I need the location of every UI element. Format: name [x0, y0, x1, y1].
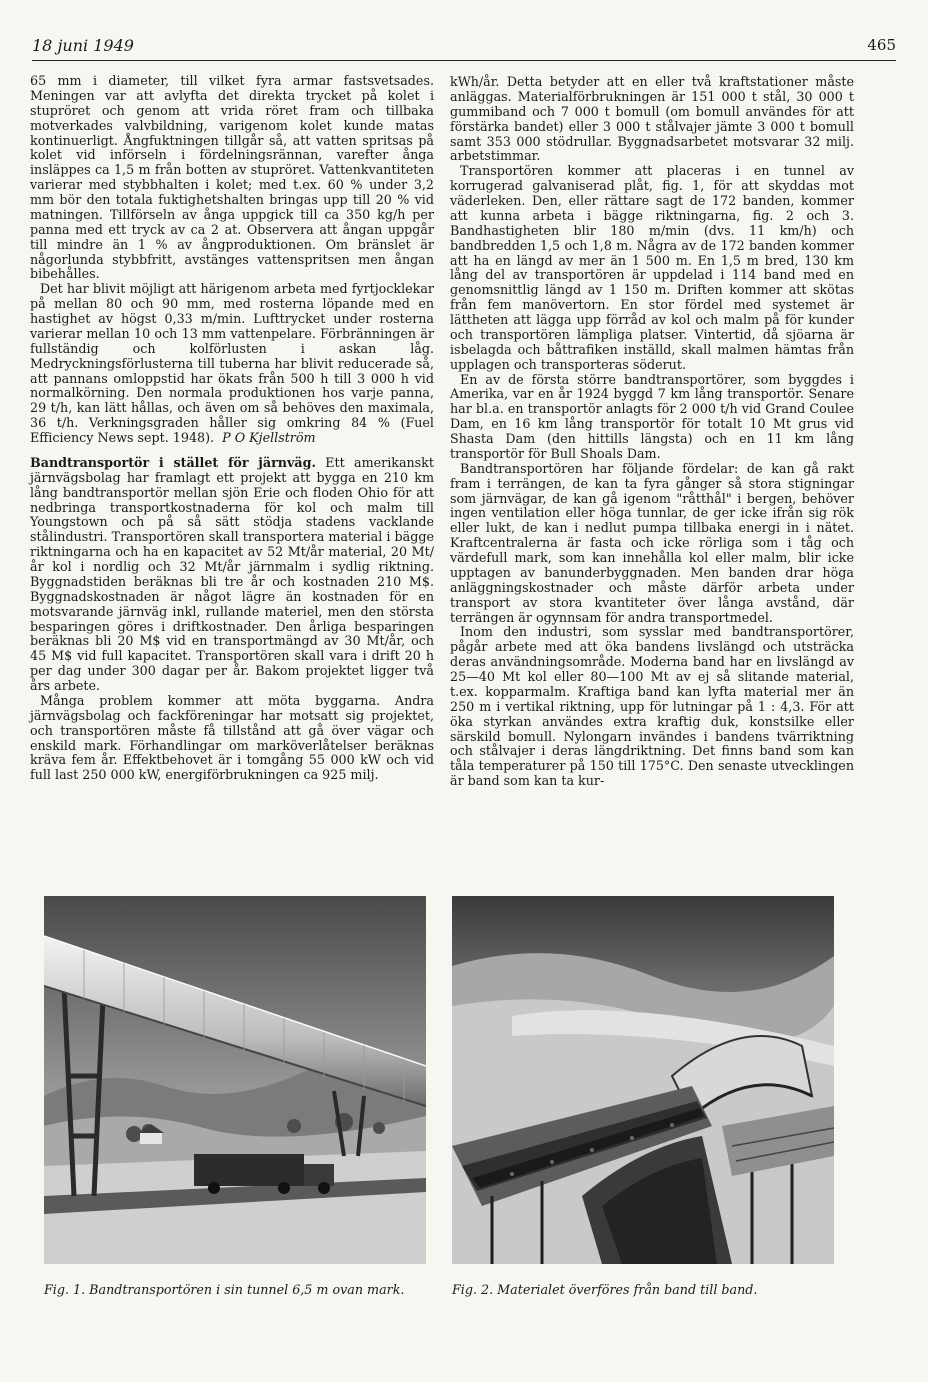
- right-column: [450, 75, 854, 789]
- paragraph-text: Ett amerikanskt järnvägsbolag har framlagt ett projekt att bygga en 210 km lång bandtransportör mellan sjön Erie och floden Ohio för att nedbringa transportkostnaderna för kol och malm till Youngstown och på så sätt stödja stadens vacklande stålindustri. Transportören skall transportera material i bägge riktningarna och ha en kapacitet av 52 Mt/år material, 20 Mt/år kol i nordlig och 32 Mt/år järnmalm i sydlig riktning. Byggnadstiden beräknas bli tre år och kostnaden 210 M$. Byggnadskostnaden är något lägre än kostnaden för en motsvarande järnväg inkl, rullande materiel, men den största besparingen göres i driftkostnader. Den årliga besparingen beräknas bli 20 M$ vid en transportmängd av 30 Mt/år, och 45 M$ vid full kapacitet. Transportören skall vara i drift 20 h per dag under 300 dagar per år. Bakom projektet ligger två års arbete.: [30, 454, 434, 693]
- header-date: 18 juni 1949: [32, 36, 134, 55]
- page-header: [32, 34, 896, 58]
- paragraph: 65 mm i diameter, till vilket fyra armar fastsvetsades. Meningen var att avlyfta det direkta trycket på kolet i stupröret och genom att vrida röret fram och tillbaka motverkades valvbildning, varigenom kolet kunde matas kontinuerligt. Ångfuktningen tillgår så, att vatten spritsas på kolet vid införseln i fördelningsrännan, varefter ånga insläppes ca 1,5 m från botten av stupröret. Vattenkvantiteten varierar med stybbhalten i kolet; med t.ex. 60 % under 3,2 mm bör den totala fuktighetshalten bringas upp till 20 % vid matningen. Tillförseln av ånga uppgick till ca 350 kg/h per panna med ett tryck av ca 2 at. Observera att ångan uppgår till mindre än 1 % av ångproduktionen. Om bränslet är någorlunda stybbfritt, avstänges vattenspritsen men ångan bibehålles.: [30, 73, 434, 282]
- paragraph: En av de första större bandtransportörer, som byggdes i Amerika, var en år 1924 byggd 7 km lång transportör. Senare har bl.a. en transportör anlagts för 2 000 t/h vid Grand Coulee Dam, en 16 km lång transportör för totalt 10 Mt grus vid Shasta Dam (den hittills längsta) och en 11 km lång transportör för Bull Shoals Dam.: [450, 371, 854, 461]
- paragraph-text: Det har blivit möjligt att härigenom arbeta med fyrtjocklekar på mellan 80 och 90 mm, med rosterna löpande med en hastighet av högst 0,33 m/min. Lufttrycket under rosterna varierar mellan 10 och 13 mm vattenpelare. Förbränningen är fullständig och kolförlusten i askan låg. Medryckningsförlusterna till tuberna har blivit reducerade så, att pannans omloppstid har ökats från 500 h till 3 000 h vid normalkörning. Den normala produktionen hos varje panna, 29 t/h, kan lätt hållas, och även om så behöves den maximala, 36 t/h. Verkningsgraden håller sig omkring 84 % (Fuel Efficiency News sept. 1948).: [30, 281, 434, 445]
- section-heading: Bandtransportör i stället för järnväg.: [30, 454, 316, 470]
- paragraph: Transportören kommer att placeras i en tunnel av korrugerad galvaniserad plåt, fig. 1, för att skyddas mot väderleken. Den, eller rättare sagt de 172 banden, kommer att kunna arbeta i bägge riktningarna, fig. 2 och 3. Bandhastigheten blir 180 m/min (dvs. 11 km/h) och bandbredden 1,5 och 1,8 m. Några av de 172 banden kommer att ha en längd av mer än 1 500 m. En 1,5 m bred, 130 km lång del av transportören är uppdelad i 114 band med en genomsnittlig längd av 1 150 m. Driften kommer att skötas från fem manövertorn. En stor fördel med systemet är lättheten att lägga upp förråd av kol och malm på för kunder och transportören lämpliga platser. Vintertid, då sjöarna är isbelagda och båttrafiken inställd, skall malmen hämtas från upplagen och transporteras söderut.: [450, 163, 854, 372]
- figure-2-caption: Fig. 2. Materialet överföres från band till band.: [452, 1282, 758, 1297]
- figure-2-illustration: [452, 896, 834, 1264]
- paragraph: kWh/år. Detta betyder att en eller två kraftstationer måste anläggas. Materialförbrukningen är 151 000 t stål, 30 000 t gummiband och 7 000 t bomull (om bomull användes för att förstärka bandet) eller 3 000 t stålvajer jämte 3 000 t bomull samt 353 000 stödrullar. Byggnadsarbetet motsvarar 32 milj. arbetstimmar.: [450, 74, 854, 164]
- paragraph: Bandtransportören har följande fördelar: de kan gå rakt fram i terrängen, de kan ta fyra gånger så stora stigningar som järnvägar, de kan gå igenom "råtthål" i bergen, behöver ingen ventilation eller höga tunnlar, de ger icke ifrån sig rök eller lukt, de kan i nedlut pumpa tillbaka energi in i nätet. Kraftcentralerna är fasta och icke rörliga som i tåg och värdefull mark, som kan innehålla kol eller malm, blir icke upptagen av banunderbyggnaden. Men banden drar höga anläggningskostnader och måste därför arbeta under transport av stora kvantiteter över långa avstånd, där terrängen är ogynnsam för andra transportmedel.: [450, 460, 854, 625]
- paragraph: [30, 456, 434, 694]
- figure-1-illustration: [44, 896, 426, 1264]
- paragraph: Inom den industri, som sysslar med bandtransportörer, pågår arbete med att öka bandens livslängd och utsträcka deras användningsområde. Moderna band har en livslängd av 25—40 Mt kol eller 80—100 Mt av ej så slitande material, t.ex. kopparmalm. Kraftiga band kan lyfta material mer än 250 m i vertikal riktning, upp för lutningar på 1 : 4,3. För att öka styrkan användes extra kraftig duk, konstsilke eller särskild bomull. Nylongarn invändes i bandens tvärriktning och stålvajer i deras längdriktning. Det finns band som kan tåla temperaturer på 150 till 175°C. Den senaste utvecklingen är band som kan ta kur-: [450, 624, 854, 789]
- header-rule: [32, 60, 896, 61]
- figure-1-caption: Fig. 1. Bandtransportören i sin tunnel 6,5 m ovan mark.: [44, 1282, 405, 1297]
- page-number: 465: [867, 36, 896, 54]
- left-column: [30, 74, 434, 783]
- paragraph: Många problem kommer att möta byggarna. Andra järnvägsbolag och fackföreningar har motsatt sig projektet, och transportören måste få tillstånd att gå över vägar och enskild mark. Förhandlingar om marköverlåtelser beräknas kräva fem år. Effektbehovet är i tomgång 55 000 kW och vid full last 250 000 kW, energiförbrukningen ca 925 milj.: [30, 692, 434, 783]
- author-signature: P O Kjellström: [222, 430, 316, 445]
- paragraph: [30, 282, 434, 446]
